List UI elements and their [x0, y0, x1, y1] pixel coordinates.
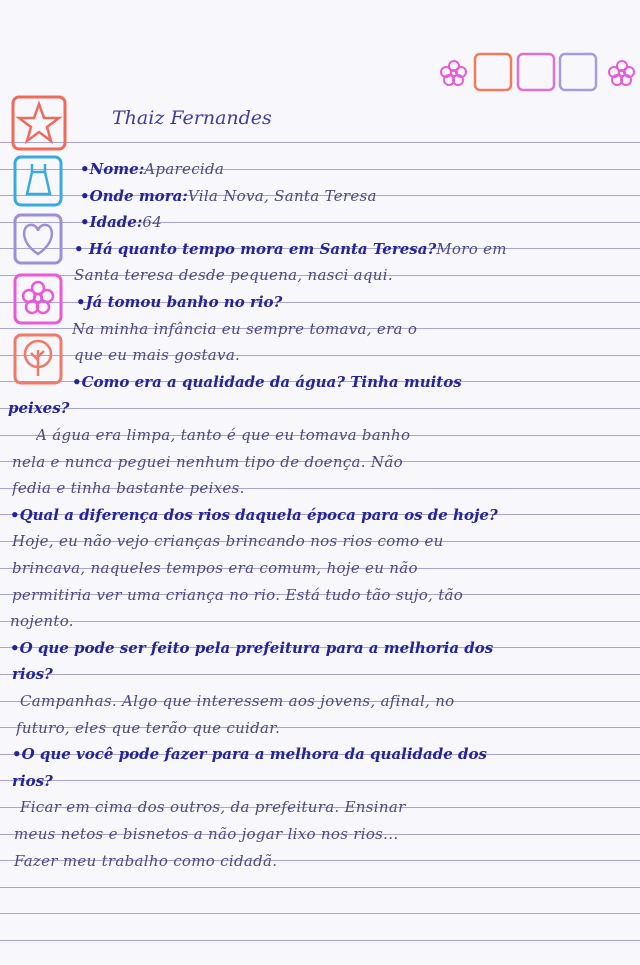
ruled-line	[0, 940, 640, 941]
text-line	[12, 452, 640, 471]
question-text: •Idade:	[80, 213, 143, 231]
pink-box	[518, 54, 554, 90]
answer-text: Moro em	[436, 240, 507, 258]
text-line	[74, 239, 640, 258]
question-text: •O que pode ser feito pela prefeitura para a melhoria dos	[10, 639, 494, 657]
text-line	[74, 265, 640, 284]
answer-text: Hoje, eu não vejo crianças brincando nos rios como eu	[12, 532, 444, 550]
answer-text: fedia e tinha bastante peixes.	[12, 479, 245, 497]
text-line	[12, 558, 640, 577]
ruled-line	[0, 142, 640, 143]
answer-text: Campanhas. Algo que interessem aos jovens, afinal, no	[20, 692, 455, 710]
orange-box	[475, 54, 511, 90]
text-line	[80, 212, 640, 231]
flower-icon	[441, 61, 466, 85]
text-line	[80, 159, 640, 178]
question-text: •Já tomou banho no rio?	[76, 293, 283, 311]
heart-icon	[15, 215, 61, 263]
text-line	[12, 744, 640, 763]
flower-icon	[15, 275, 61, 323]
answer-text: Aparecida	[144, 160, 225, 178]
answer-text: Fazer meu trabalho como cidadã.	[14, 852, 278, 870]
text-line	[20, 691, 640, 710]
text-line	[12, 478, 640, 497]
tree-icon	[15, 335, 61, 383]
answer-text: Santa teresa desde pequena, nasci aqui.	[74, 266, 393, 284]
answer-text: Vila Nova, Santa Teresa	[187, 187, 377, 205]
question-text: • Há quanto tempo mora em Santa Teresa?	[74, 240, 437, 258]
text-line	[14, 851, 640, 870]
text-line	[10, 638, 640, 657]
question-text: •Qual a diferença dos rios daquela época para os de hoje?	[10, 506, 498, 524]
answer-text: 64	[142, 213, 163, 231]
answer-text: A água era limpa, tanto é que eu tomava banho	[36, 426, 411, 444]
question-text: rios?	[12, 665, 53, 683]
answer-text: Ficar em cima dos outros, da prefeitura. Ensinar	[20, 798, 406, 816]
answer-text: nela e nunca peguei nenhum tipo de doença. Não	[12, 453, 403, 471]
text-line	[72, 372, 640, 391]
text-line	[74, 345, 640, 364]
text-line	[10, 611, 640, 630]
answer-text: Na minha infância eu sempre tomava, era o	[72, 320, 418, 338]
question-text: •Como era a qualidade da água? Tinha muitos	[72, 373, 462, 391]
text-line	[10, 505, 640, 524]
text-line	[80, 186, 640, 205]
top-decoration	[432, 50, 640, 94]
question-text: rios?	[12, 772, 53, 790]
text-line	[12, 531, 640, 550]
text-line	[76, 292, 640, 311]
margin-icons	[10, 94, 68, 394]
text-line	[12, 771, 640, 790]
text-line	[20, 797, 640, 816]
ruled-line	[0, 913, 640, 914]
author-name: Thaiz Fernandes	[112, 107, 272, 129]
answer-text: permitiria ver uma criança no rio. Está tudo tão sujo, tão	[12, 586, 464, 604]
text-line	[12, 585, 640, 604]
text-line	[36, 425, 640, 444]
text-line	[16, 718, 640, 737]
text-line	[14, 824, 640, 843]
question-text: •O que você pode fazer para a melhora da qualidade dos	[12, 745, 487, 763]
text-line	[8, 398, 640, 417]
question-text: peixes?	[8, 399, 70, 417]
answer-text: futuro, eles que terão que cuidar.	[16, 719, 281, 737]
answer-text: nojento.	[10, 612, 74, 630]
flower-icon	[609, 61, 634, 85]
answer-text: que eu mais gostava.	[74, 346, 241, 364]
star-icon	[13, 97, 65, 149]
text-line	[12, 664, 640, 683]
question-text: •Onde mora:	[80, 187, 188, 205]
dress-icon	[15, 157, 61, 205]
ruled-line	[0, 887, 640, 888]
answer-text: meus netos e bisnetos a não jogar lixo nos rios...	[14, 825, 399, 843]
question-text: •Nome:	[80, 160, 145, 178]
violet-box	[560, 54, 596, 90]
answer-text: brincava, naqueles tempos era comum, hoje eu não	[12, 559, 418, 577]
text-line	[72, 319, 640, 338]
